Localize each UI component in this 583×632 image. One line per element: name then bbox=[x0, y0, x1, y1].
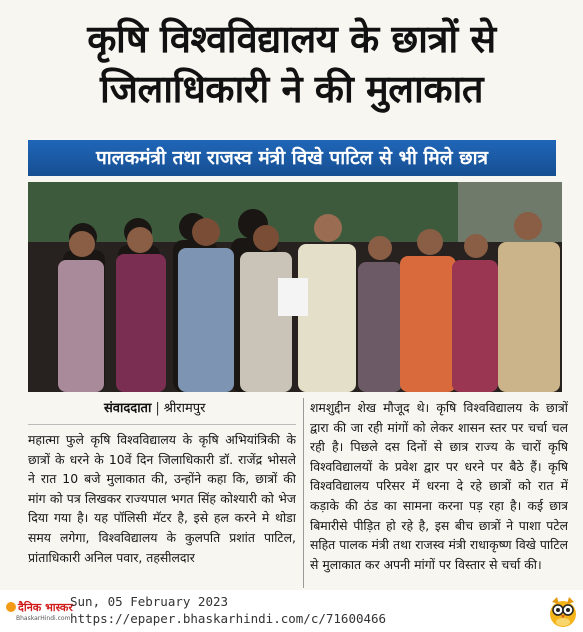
byline-separator: | bbox=[155, 401, 160, 416]
owl-mascot-icon bbox=[548, 594, 578, 628]
article-right-column: शमशुद्दीन शेख मौजूद थे। कृषि विश्वविद्यालय के छात्रों द्वारा की जा रही मांगों को लेकर शासन स्तर पर चर्चा चल रही है। पिछले दस दिनों से छात्र राज्य के चारों कृषि विश्वविद्यालयों के प्रवेश द्वार पर धरने पर बैठे हैं। कृषि विश्वविद्यालय परिसर में धरना दे रहे छात्रों को रात में कड़ाके की ठंड का सामना करना पड़ रहा है। कई छात्र बिमारीसे पीड़ित हो रहे है, इस बीच छात्रों ने पाशा पटेल सहित पालक मंत्री तथा राजस्व मंत्री राधाकृष्ण विखे पाटिल से मुलाकात कर अपनी मांगों पर विस्तार से चर्चा की। bbox=[310, 400, 568, 572]
byline bbox=[104, 398, 205, 420]
logo-text: दैनिक भास्कर bbox=[18, 601, 73, 614]
publish-date: Sun, 05 February 2023 bbox=[70, 594, 229, 609]
headline-line-1: कृषि विश्वविद्यालय के छात्रों से bbox=[87, 17, 496, 61]
column-divider bbox=[303, 398, 304, 588]
epaper-url-link[interactable]: https://epaper.bhaskarhindi.com/c/71600466 bbox=[70, 611, 387, 626]
bhaskar-sun-logo-icon[interactable] bbox=[6, 600, 72, 626]
byline-label: संवाददाता bbox=[104, 401, 152, 416]
footer bbox=[0, 592, 583, 632]
news-photo bbox=[28, 182, 562, 392]
logo-wordmark bbox=[6, 600, 73, 615]
logo-subtext: BhaskarHindi.com bbox=[16, 615, 71, 622]
headline-line-2: जिलाधिकारी ने की मुलाकात bbox=[99, 67, 484, 111]
group-photo-illustration bbox=[28, 182, 562, 392]
byline-divider bbox=[28, 424, 296, 425]
sun-icon bbox=[6, 602, 16, 612]
subheadline-strap: पालकमंत्री तथा राजस्व मंत्री विखे पाटिल से भी मिले छात्र bbox=[28, 140, 556, 176]
article-left-column: महात्मा फुले कृषि विश्वविद्यालय के कृषि अभियांत्रिकी के छात्रों के धरने के 10वें दिन जिलाधिकारी डॉ. राजेंद्र भोसले ने रात 10 बजे मुलाकात की, उन्होंने कहा कि, छात्रों की मांग को पत्र लिखकर राज्यपाल भगत सिंह कोश्यारी को भेज दिया गया है। यह पॉलिसी मॅटर है, इसे हल करने मे थोडा समय लगेगा, विश्वविद्यालय के कुलपति प्रशांत पाटिल, प्रांताधिकारी अनिल पवार, तहसीलदार bbox=[28, 432, 296, 565]
byline-place: श्रीरामपुर bbox=[163, 401, 206, 416]
